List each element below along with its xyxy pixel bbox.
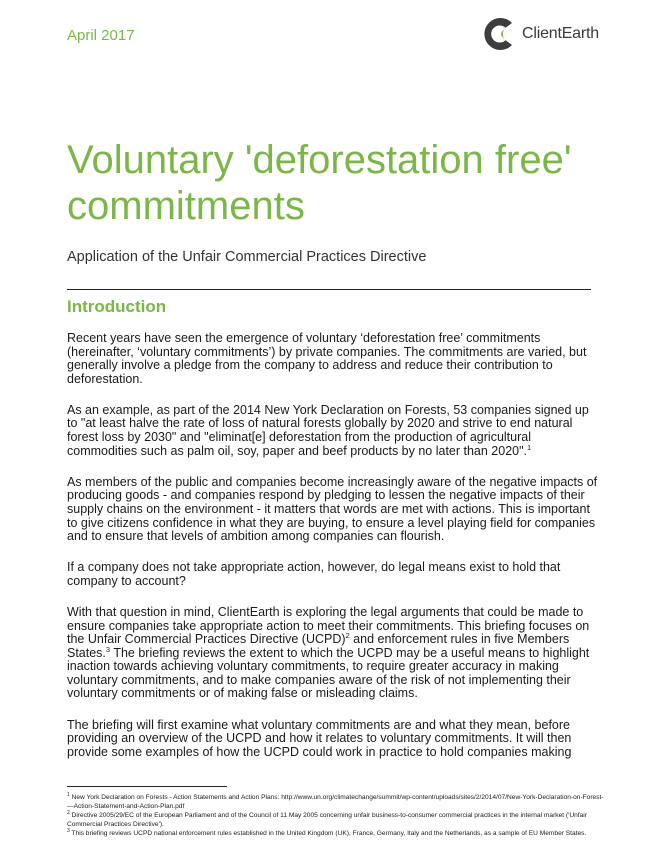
footnote-item: $^3$ This briefing reviews UCPD national enforcement rules established in the United Kingdom (UK), France, Germany, Italy and the Netherlands, as a sample of EU Member States. [67, 827, 587, 837]
document-subtitle: Application of the Unfair Commercial Practices Directive [67, 249, 427, 265]
title-divider [67, 289, 591, 290]
logo-text: ClientEarth [522, 25, 599, 42]
footnote-ref[interactable]: 3 [105, 644, 111, 654]
footnotes [67, 793, 607, 838]
footnote-item: $^1$ New York Declaration on Forests - Action Statements and Action Plans: http://www.un.org/climatechange/summit/wp-content/uploads/sites/2/2014/07/New-York-Declaration-on-Forest-—Action-Statement-and-Action-Plan.pdf [67, 791, 604, 810]
document-title: Voluntary 'deforestation free' commitments [67, 138, 572, 228]
section-heading-introduction: Introduction [67, 297, 167, 316]
paragraph: As members of the public and companies become increasingly aware of the negative impacts of producing goods - and companies respond by pledging to lessen the negative impacts of their supply chains on the environment - it matters that words are met with actions. This is important to give citizens confidence in what they are buying, to ensure a level playing field for companies and to ensure that levels of ambition among companies can flourish. [67, 474, 598, 544]
document-date: April 2017 [67, 27, 135, 44]
paragraph: If a company does not take appropriate action, however, do legal means exist to hold that company to account? [67, 560, 561, 588]
footnote-ref[interactable]: 2 [345, 630, 350, 640]
footnote-link[interactable]: New York Declaration on Forests - Action Statements and Action Plans: http://www.un.org/climatechange/summit/wp-content/uploads/sites/2/2014/07/New-York-Declaration-on-Forest-—Action-Statement-and-Action-Plan.pdf [67, 794, 604, 810]
clientearth-logo [478, 14, 599, 54]
paragraph: Recent years have seen the emergence of voluntary ‘deforestation free’ commitments (hereinafter, ‘voluntary commitments’) by private companies. The commitments are varied, but generally involve a pledge from the company to address and reduce their contribution to deforestation. [67, 331, 587, 386]
footnote-ref[interactable]: 1 [527, 442, 532, 452]
clientearth-c-icon [478, 14, 518, 54]
paragraph: With that question in mind, ClientEarth is exploring the legal arguments that could be made to ensure companies take appropriate action to meet their commitments. This briefing focuses on the Unfair Commercial Practices Directive (UCPD)$^2$ and enforcement rules in five Members States.$^3$ The briefing reviews the extent to which the UCPD may be a useful means to highlight inaction towards achieving voluntary commitments, to require greater accuracy in making voluntary commitments, and to make companies aware of the risk of not implementing their voluntary commitments or of making false or misleading claims. [67, 604, 590, 701]
body-text [67, 332, 599, 777]
footnote-item: $^2$ Directive 2005/29/EC of the European Parliament and of the Council of 11 May 2005 concerning unfair business-to-consumer commercial practices in the internal market ('Unfair Commercial Practices Directive'). [67, 809, 587, 828]
paragraph: The briefing will first examine what voluntary commitments are and what they mean, before providing an overview of the UCPD and how it relates to voluntary commitments. It will then provide some examples of how the UCPD could work in practice to hold companies making [67, 717, 572, 759]
paragraph: As an example, as part of the 2014 New York Declaration on Forests, 53 companies signed up to "at least halve the rate of loss of natural forests globally by 2020 and strive to end natural forest loss by 2030" and "eliminat[e] deforestation from the production of agricultural commodities such as palm oil, soy, paper and beef products by no later than 2020".$^1$ [67, 402, 589, 458]
footnote-divider [67, 786, 227, 787]
